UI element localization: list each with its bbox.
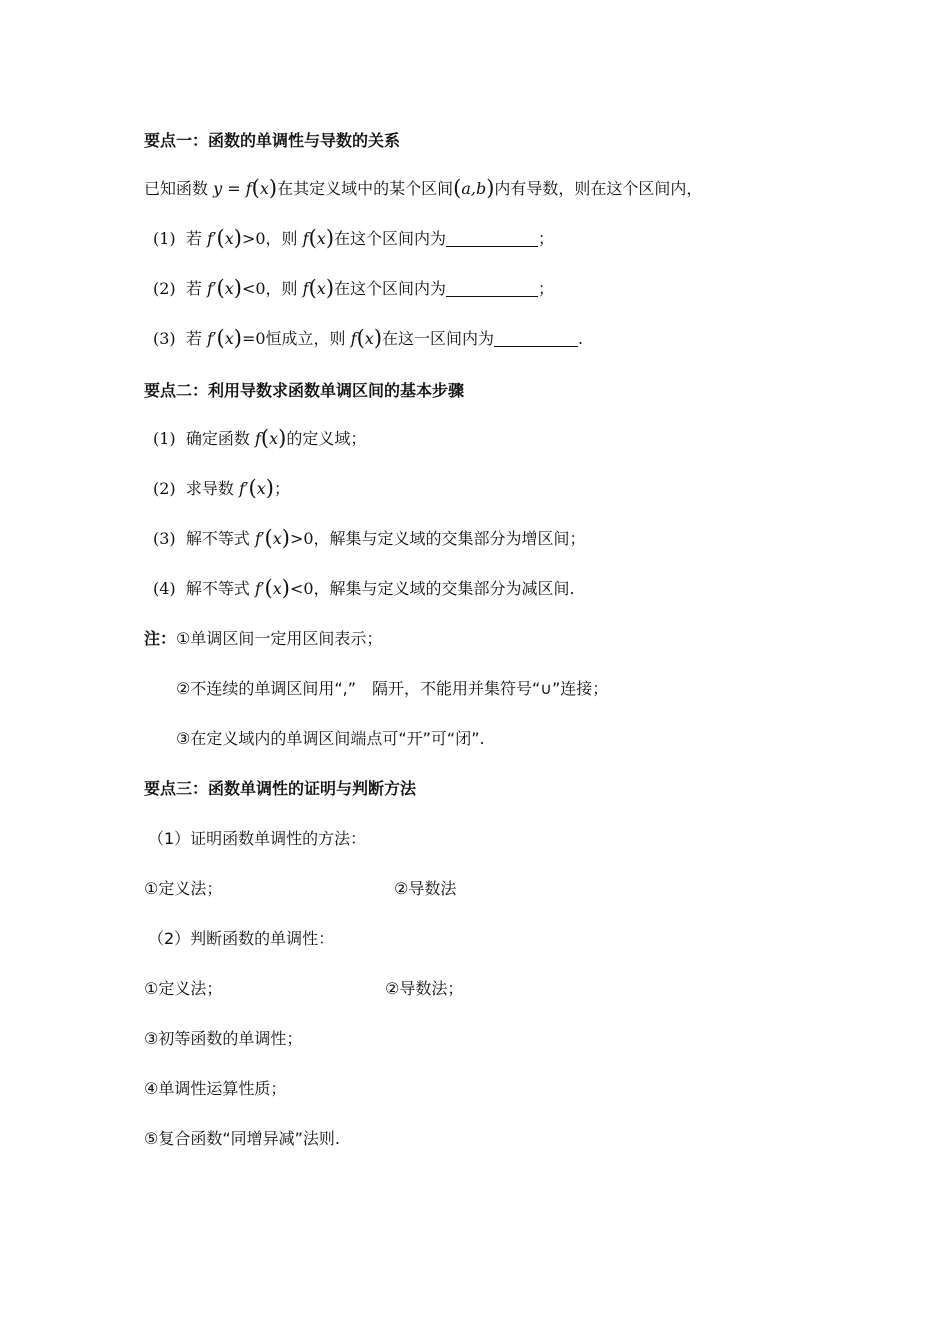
answer-blank-1[interactable] — [446, 228, 538, 247]
proof-heading: （1）证明函数单调性的方法： — [148, 829, 367, 848]
section1-title: 要点一：函数的单调性与导数的关系 — [144, 131, 401, 150]
proof-method-definition: ①定义法； — [144, 879, 223, 898]
note-3: ③在定义域内的单调区间端点可“开”可“闭”. — [176, 729, 485, 748]
judge-method-definition: ①定义法； — [144, 979, 223, 998]
section3-title: 要点三：函数单调性的证明与判断方法 — [144, 779, 417, 798]
note-1: 注：①单调区间一定用区间表示； — [144, 629, 383, 648]
proof-method-derivative: ②导数法 — [394, 879, 457, 898]
judge-heading: （2）判断函数的单调性： — [148, 929, 335, 948]
section2-step-1: (1) 确定函数 f(x)的定义域； — [153, 426, 367, 450]
section2-step-4: (4) 解不等式 f′(x)<0，解集与定义域的交集部分为减区间. — [153, 576, 575, 600]
judge-methods-row — [144, 978, 464, 1002]
judge-method-composite: ⑤复合函数“同增异减”法则. — [144, 1129, 341, 1148]
section2-step-2: (2) 求导数 f′(x)； — [153, 476, 290, 500]
section1-item-1: (1) 若 f′(x)>0，则 f(x)在这个区间内为 ； — [153, 226, 555, 250]
judge-method-operations: ④单调性运算性质； — [144, 1079, 287, 1098]
judge-method-elementary: ③初等函数的单调性； — [144, 1029, 303, 1048]
section2-title: 要点二：利用导数求函数单调区间的基本步骤 — [144, 381, 465, 400]
section1-item-3: (3) 若 f′(x)=0恒成立，则 f(x)在这一区间内为 . — [153, 326, 584, 350]
note-2: ②不连续的单调区间用“,” 隔开，不能用并集符号“∪”连接； — [176, 679, 609, 698]
section1-intro: 已知函数 y = f(x)在其定义域中的某个区间(a,b)内有导数，则在这个区间内， — [144, 176, 703, 200]
judge-method-derivative: ②导数法； — [385, 979, 464, 998]
answer-blank-2[interactable] — [446, 278, 538, 297]
note-label: 注： — [144, 629, 177, 648]
answer-blank-3[interactable] — [494, 328, 578, 347]
proof-methods-row — [144, 878, 457, 902]
section1-item-2: (2) 若 f′(x)<0，则 f(x)在这个区间内为 ； — [153, 276, 555, 300]
section2-step-3: (3) 解不等式 f′(x)>0，解集与定义域的交集部分为增区间； — [153, 526, 586, 550]
